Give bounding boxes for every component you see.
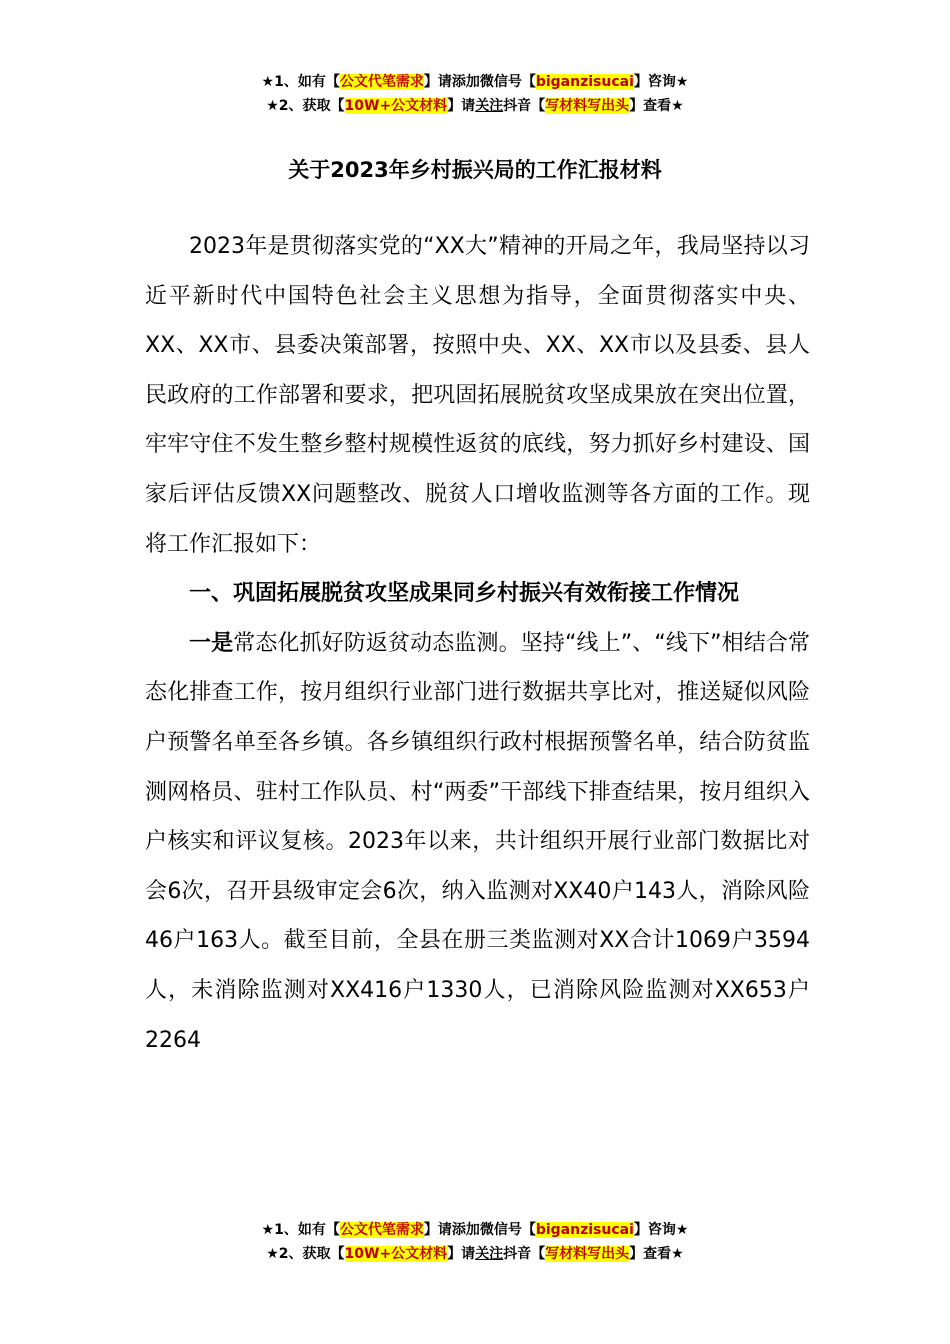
document-title: 关于2023年乡村振兴局的工作汇报材料 [288, 158, 662, 182]
highlight-service: 公文代笔需求 [339, 1222, 424, 1238]
section-heading: 一、巩固拓展脱贫攻坚成果同乡村振兴有效衔接工作情况 [189, 581, 740, 607]
highlight-douyin: 写材料写出头 [545, 98, 630, 114]
highlight-wechat-id: biganzisucai [535, 1222, 634, 1238]
highlight-douyin: 写材料写出头 [545, 1246, 630, 1262]
body-paragraph [145, 619, 810, 1065]
intro-paragraph: 2023年是贯彻落实党的“XX大”精神的开局之年，我局坚持以习近平新时代中国特色社会主义思想为指导，全面贯彻落实中央、XX、XX市、县委决策部署，按照中央、XX、XX市以及县委、县人民政府的工作部署和要求，把巩固拓展脱贫攻坚成果放在突出位置，牢牢守住不发生整乡整村规模性返贫的底线，努力抓好乡村建设、国家后评估反馈XX问题整改、脱贫人口增收监测等各方面的工作。现将工作汇报如下： [145, 234, 810, 557]
follow-text: 关注 [475, 1246, 504, 1262]
promo-banner-top [0, 70, 950, 118]
promo-line-2: ★2、获取【10W+公文材料】请关注抖音【写材料写出头】查看★ [266, 98, 684, 114]
highlight-materials: 10W+公文材料 [344, 98, 448, 114]
paragraph-lead: 一是 [189, 630, 234, 656]
paragraph-text: 常态化抓好防返贫动态监测。坚持“线上”、“线下”相结合常态化排查工作，按月组织行业部门进行数据共享比对，推送疑似风险户预警名单至各乡镇。各乡镇组织行政村根据预警名单，结合防贫监测网格员、驻村工作队员、村“两委”干部线下排查结果，按月组织入户核实和评议复核。2023年以来，共计组织开展行业部门数据比对会6次，召开县级审定会6次，纳入监测对XX40户143人，消除风险46户163人。截至目前，全县在册三类监测对XX合计1069户3594人，未消除监测对XX416户1330人，已消除风险监测对XX653户2264 [145, 630, 810, 1053]
highlight-materials: 10W+公文材料 [344, 1246, 448, 1262]
follow-text: 关注 [475, 98, 504, 114]
promo-line-1: ★1、如有【公文代笔需求】请添加微信号【biganzisucai】咨询★ [261, 1222, 689, 1238]
promo-line-2: ★2、获取【10W+公文材料】请关注抖音【写材料写出头】查看★ [266, 1246, 684, 1262]
highlight-wechat-id: biganzisucai [535, 74, 634, 90]
promo-line-1: ★1、如有【公文代笔需求】请添加微信号【biganzisucai】咨询★ [261, 74, 689, 90]
document-body [145, 222, 810, 1065]
promo-banner-bottom [0, 1218, 950, 1266]
highlight-service: 公文代笔需求 [339, 74, 424, 90]
